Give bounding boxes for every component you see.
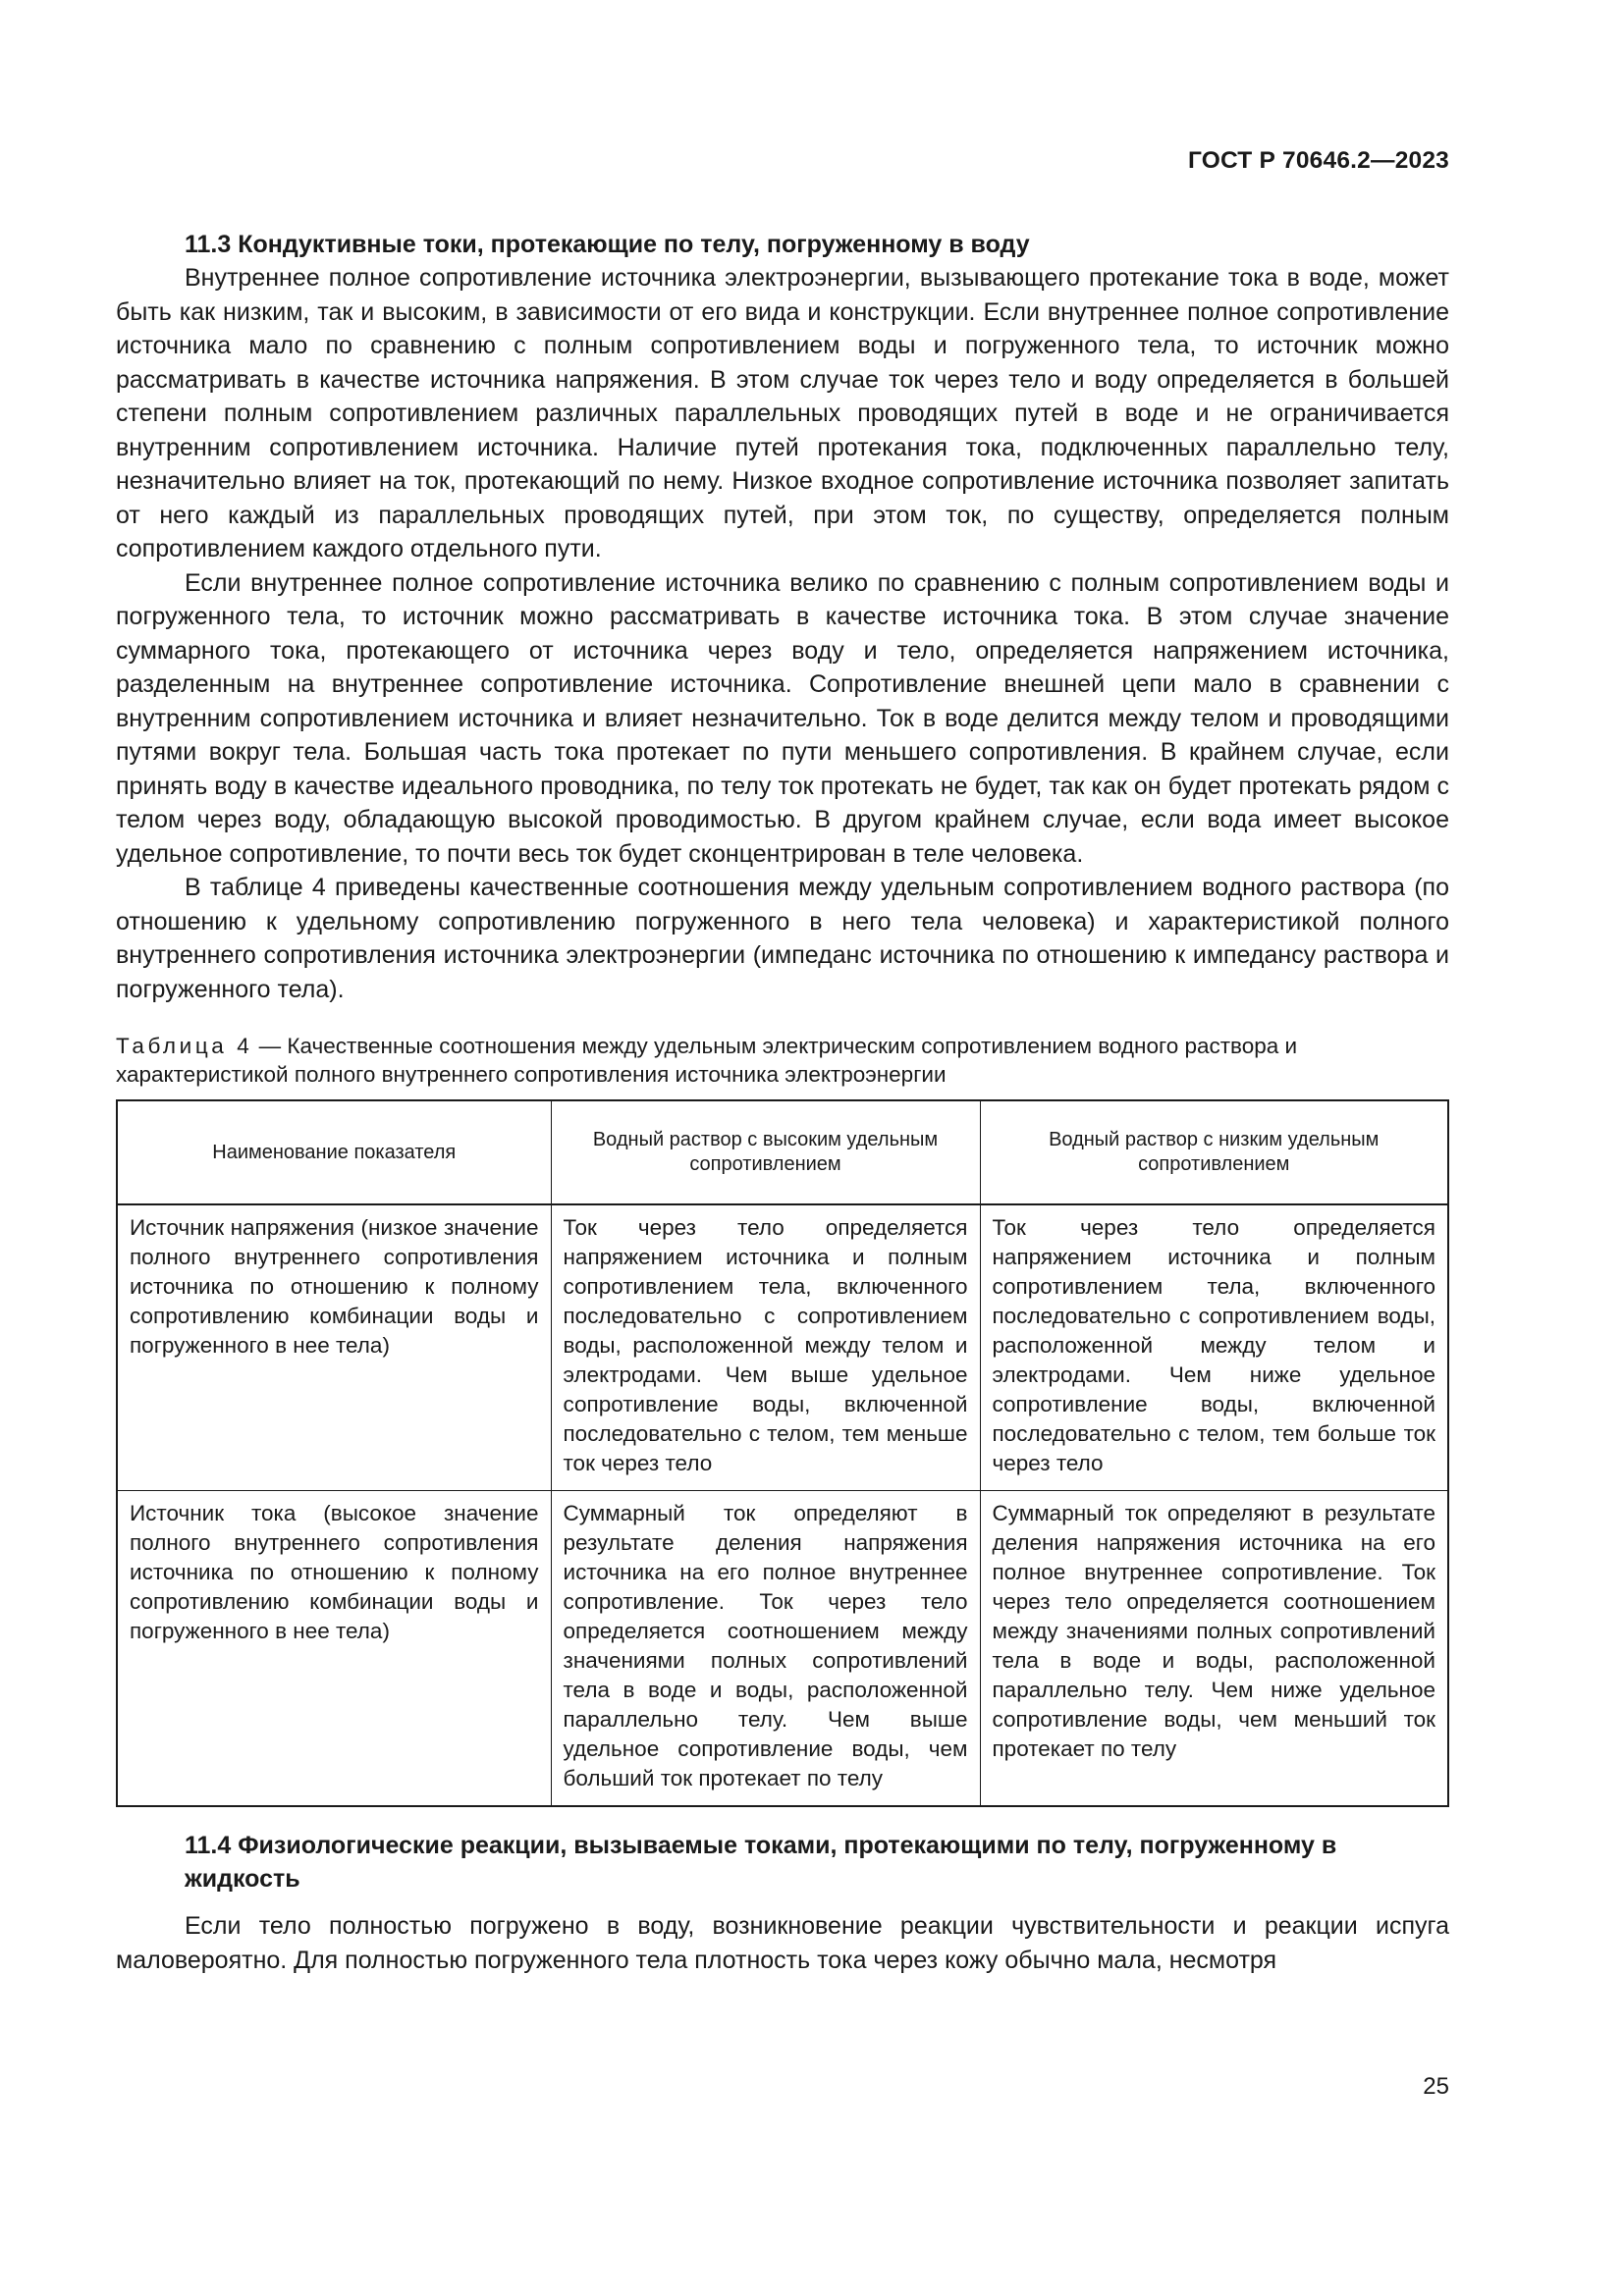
paragraph: Внутреннее полное сопротивление источника электроэнергии, вызывающего протекание тока в воде, может быть как низким, так и высоким, в зависимости от его вида и конструкции. Если внутреннее полное сопротивление источника мало по сравнению с полным сопротивлением воды и погруженного тела, то источник можно рассматривать в качестве источника напряжения. В этом случае ток через тело и воду определяется в большей степени полным сопротивлением различных параллельных проводящих путей в воде и не ограничивается внутренним сопротивлением источника. Наличие путей протекания тока, подключенных параллельно телу, незначительно влияет на ток, протекающий по нему. Низкое входное сопротивление источника позволяет запитать от него каждый из параллельных проводящих путей, при этом ток, по существу, определяется полным сопротивлением каждого отдельного пути.	[116, 264, 1449, 562]
section-11-4	[116, 1829, 1449, 1977]
table-cell: Суммарный ток определяют в результате деления напряжения источника на его полное внутреннее сопротивление. Ток через тело определяется соотношением между значениями полных сопротивлений тела в воде и воды, расположенной параллельно телу. Чем выше удельное сопротивление воды, чем больший ток протекает по телу	[551, 1491, 980, 1807]
column-header-high-resistivity: Водный раствор с высоким удельным сопротивлением	[551, 1100, 980, 1204]
table-cell: Источник тока (высокое значение полного внутреннего сопротивления источника по отношению к полному сопротивлению комбинации воды и погруженного в нее тела)	[117, 1491, 551, 1807]
column-header-indicator: Наименование показателя	[117, 1100, 551, 1204]
table-row	[117, 1204, 1448, 1491]
column-header-low-resistivity: Водный раствор с низким удельным сопротивлением	[980, 1100, 1448, 1204]
page-content	[116, 228, 1449, 1977]
section-11-3-heading: 11.3 Кондуктивные токи, протекающие по телу, погруженному в воду	[185, 231, 1030, 258]
table-cell: Суммарный ток определяют в результате деления напряжения источника на его полное внутреннее сопротивление. Ток через тело определяется соотношением между значениями полных сопротивлений тела в воде и воды, расположенной параллельно телу. Чем ниже удельное сопротивление воды, чем меньший ток протекает по телу	[980, 1491, 1448, 1807]
paragraph: В таблице 4 приведены качественные соотношения между удельным сопротивлением водного раствора (по отношению к удельному сопротивлению погруженного в него тела человека) и характеристикой полного внутреннего сопротивления источника электроэнергии (импеданс источника по отношению к импедансу раствора и погруженного тела).	[116, 874, 1449, 1003]
table-caption	[116, 1032, 1449, 1089]
paragraph: Если тело полностью погружено в воду, возникновение реакции чувствительности и реакции испуга маловероятно. Для полностью погруженного тела плотность тока через кожу обычно мала, несмотря	[116, 1912, 1449, 1974]
table-cell: Ток через тело определяется напряжением источника и полным сопротивлением тела, включенного последовательно с сопротивлением воды, расположенной между телом и электродами. Чем ниже удельное сопротивление воды, включенной последовательно с телом, тем больше ток через тело	[980, 1204, 1448, 1491]
table-header-row	[117, 1100, 1448, 1204]
table-row	[117, 1491, 1448, 1807]
table-caption-label: Таблица 4	[116, 1034, 253, 1058]
section-11-3-body	[116, 261, 1449, 1006]
table-cell: Ток через тело определяется напряжением источника и полным сопротивлением тела, включенного последовательно с сопротивлением воды, расположенной между телом и электродами. Чем выше удельное сопротивление воды, включенной последовательно с телом, тем меньше ток через тело	[551, 1204, 980, 1491]
document-code: ГОСТ Р 70646.2—2023	[1188, 147, 1449, 174]
table-caption-text: — Качественные соотношения между удельным электрическим сопротивлением водного раствора и характеристикой полного внутреннего сопротивления источника электроэнергии	[116, 1034, 1298, 1087]
table-4	[116, 1099, 1449, 1807]
paragraph: Если внутреннее полное сопротивление источника велико по сравнению с полным сопротивлением воды и погруженного тела, то источник можно рассматривать в качестве источника тока. В этом случае значение суммарного тока, протекающего от источника через воду и тело, определяется напряжением источника, разделенным на внутреннее сопротивление источника. Сопротивление внешней цепи мало в сравнении с внутренним сопротивлением источника и влияет незначительно. Ток в воде делится между телом и проводящими путями вокруг тела. Большая часть тока протекает по пути меньшего сопротивления. В крайнем случае, если принять воду в качестве идеального проводника, по телу ток протекать не будет, так как он будет протекать рядом с телом через воду, обладающую высокой проводимостью. В другом крайнем случае, если вода имеет высокое удельное сопротивление, то почти весь ток будет сконцентрирован в теле человека.	[116, 568, 1449, 868]
table-cell: Источник напряжения (низкое значение полного внутреннего сопротивления источника по отношению к полному сопротивлению комбинации воды и погруженного в нее тела)	[117, 1204, 551, 1491]
section-11-4-heading: 11.4 Физиологические реакции, вызываемые токами, протекающими по телу, погруженному в жидкость	[185, 1832, 1337, 1893]
page-number: 25	[1423, 2073, 1449, 2100]
